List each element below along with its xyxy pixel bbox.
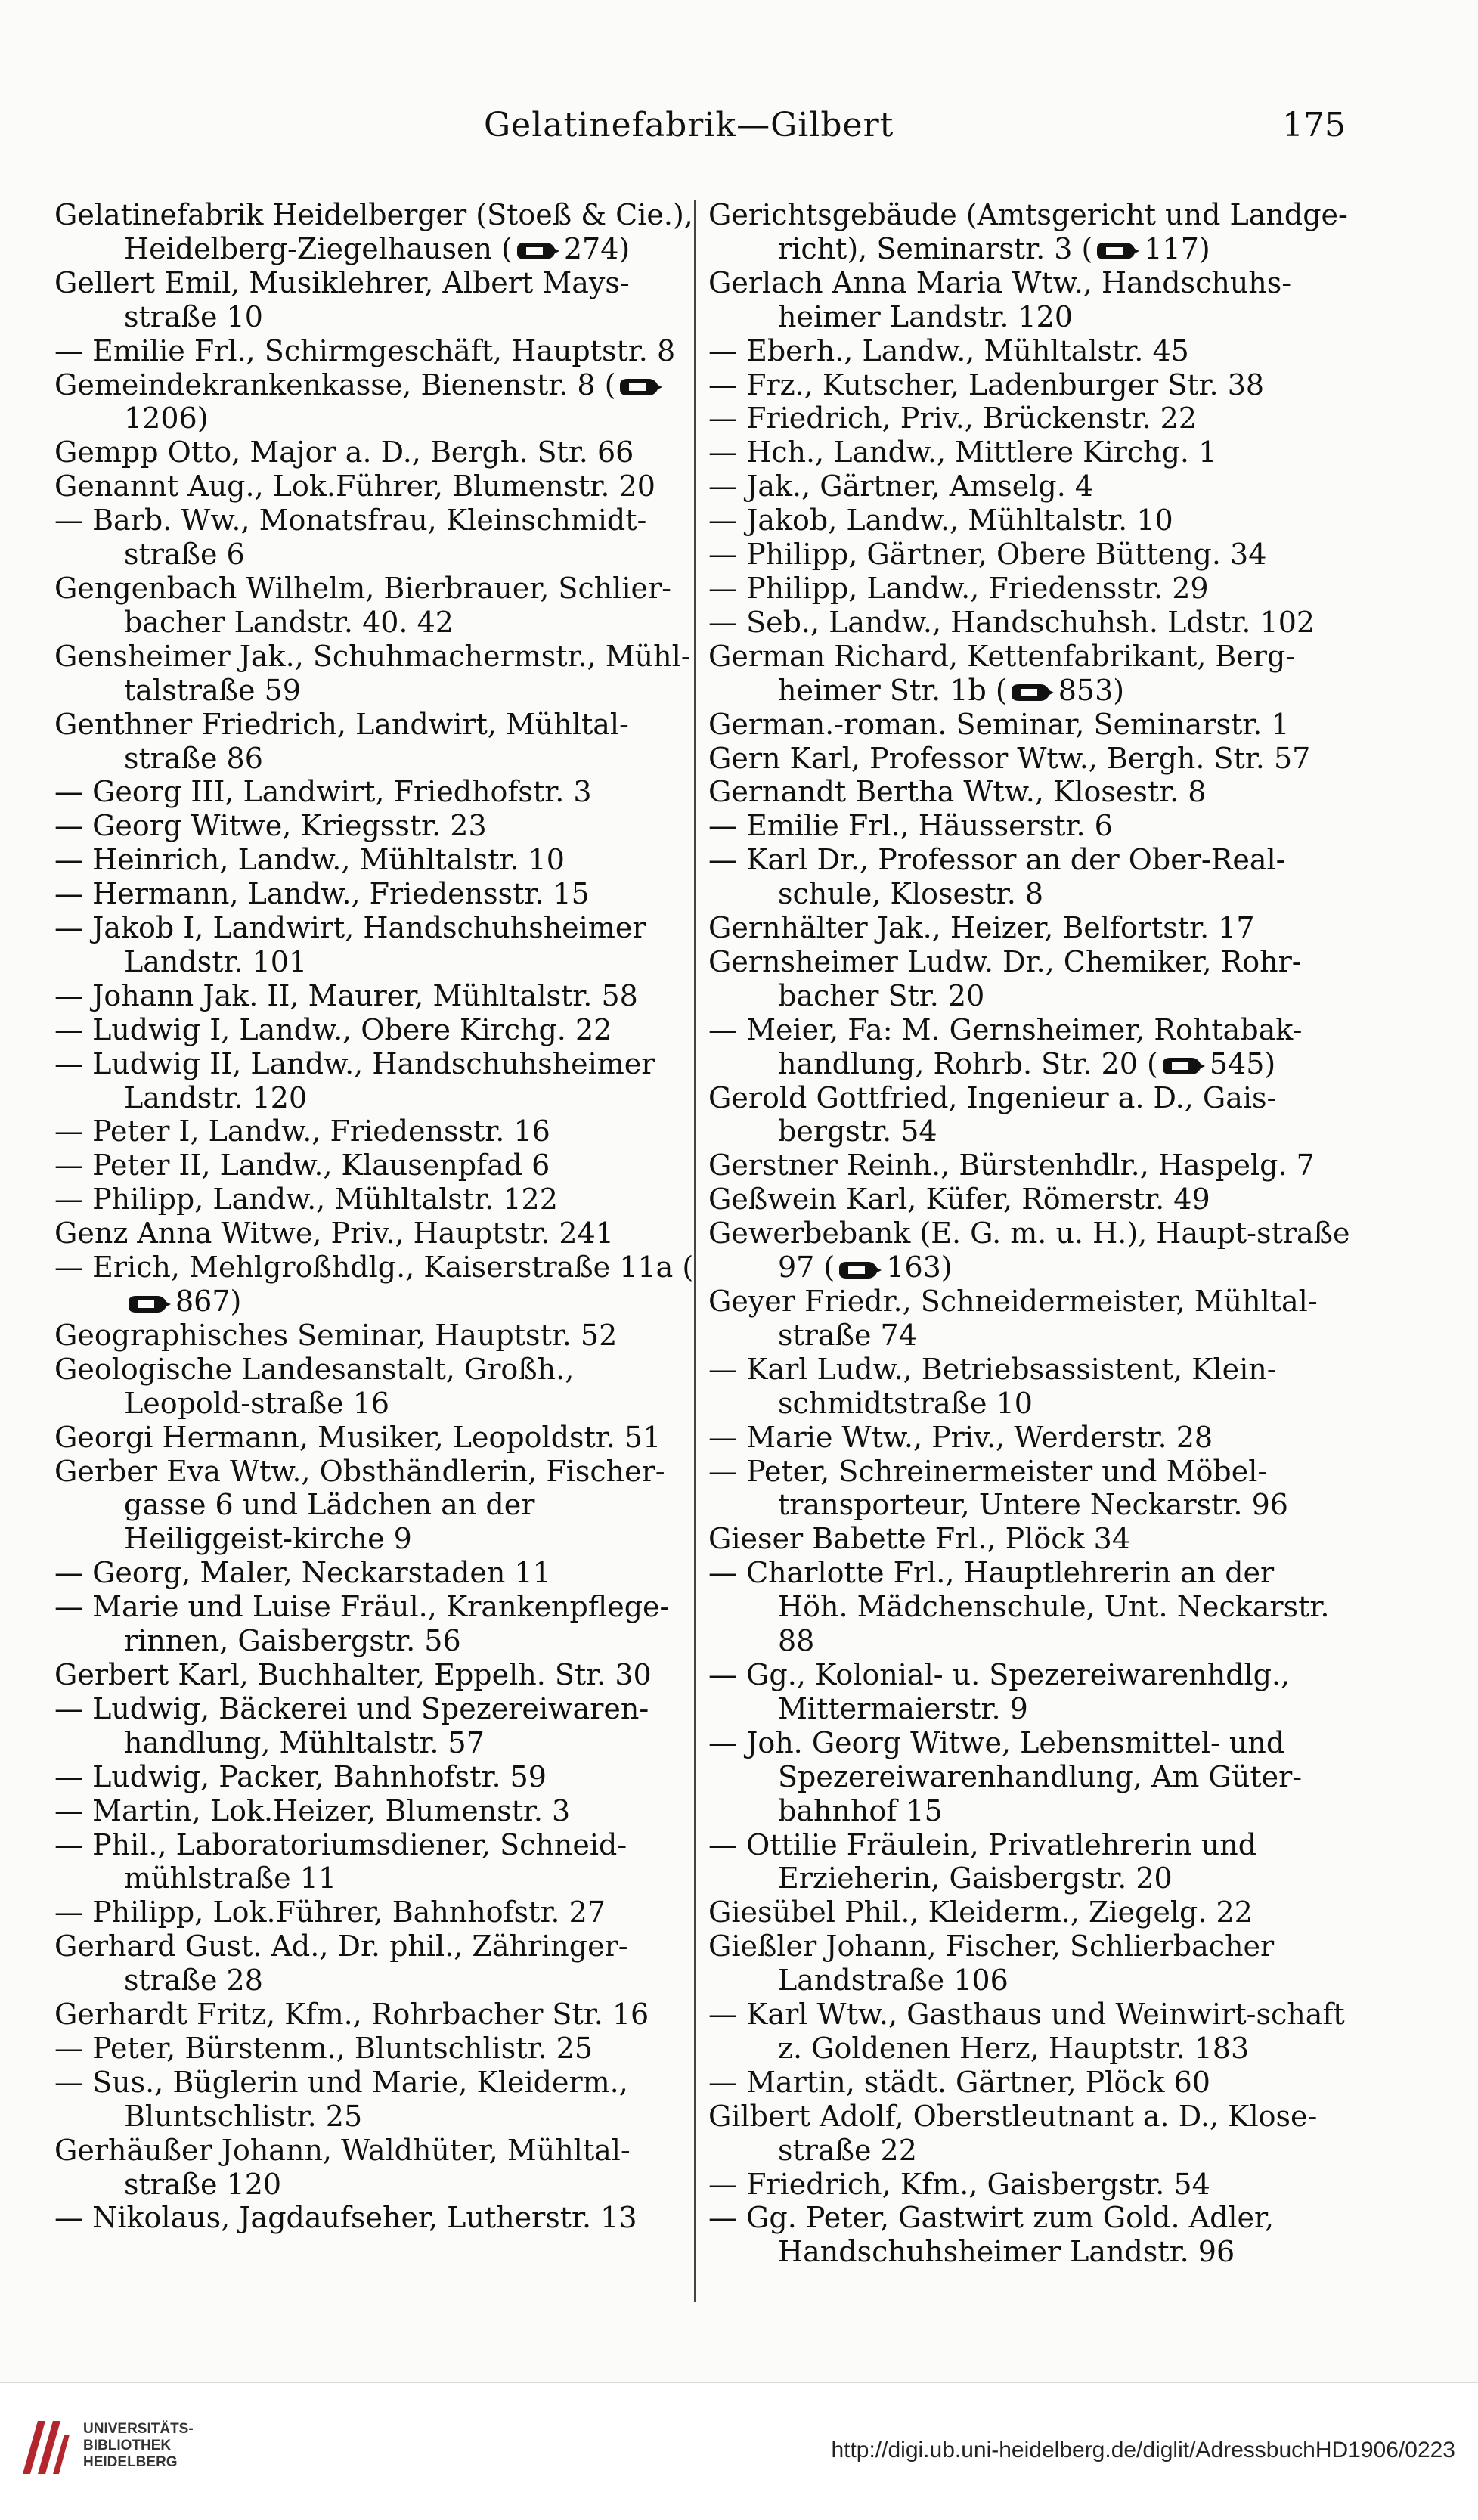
entry-text-closing: ) bbox=[1113, 673, 1125, 707]
phone-number: 274 bbox=[563, 231, 619, 265]
directory-entry bbox=[54, 911, 697, 979]
directory-entry bbox=[54, 1319, 697, 1353]
entry-text: Gerhardt Fritz, Kfm., Rohrbacher Str. 16 bbox=[54, 1998, 649, 2032]
digitization-footer bbox=[0, 2382, 1478, 2520]
library-name-line: UNIVERSITÄTS- bbox=[83, 2421, 194, 2437]
entry-text: — Barb. Ww., Monatsfrau, Kleinschmidt-straße 6 bbox=[54, 504, 647, 572]
entry-text: Gernsheimer Ludw. Dr., Chemiker, Rohr-bacher Str. 20 bbox=[708, 944, 1302, 1012]
directory-entry bbox=[54, 470, 697, 504]
directory-entry bbox=[708, 401, 1351, 435]
phone-number: 545 bbox=[1209, 1046, 1265, 1080]
entry-text: Geologische Landesanstalt, Großh., Leopold-straße 16 bbox=[54, 1352, 575, 1420]
directory-entry bbox=[708, 1148, 1351, 1183]
entry-text: — Friedrich, Kfm., Gaisbergstr. 54 bbox=[708, 2167, 1210, 2201]
telephone-hand-icon bbox=[516, 240, 561, 262]
entry-text: — Peter, Bürstenm., Bluntschlistr. 25 bbox=[54, 2031, 593, 2065]
directory-entry bbox=[54, 1455, 697, 1557]
directory-entry bbox=[708, 198, 1351, 266]
entry-text: — Frz., Kutscher, Ladenburger Str. 38 bbox=[708, 367, 1265, 401]
entry-text: — Heinrich, Landw., Mühltalstr. 10 bbox=[54, 843, 565, 877]
directory-entry bbox=[54, 1013, 697, 1047]
entry-text-closing: ) bbox=[197, 401, 209, 435]
left-column bbox=[54, 198, 697, 2235]
university-library-logo-icon bbox=[15, 2413, 76, 2481]
entry-text: — Karl Wtw., Gasthaus und Weinwirt-schaft z. Goldenen Herz, Hauptstr. 183 bbox=[708, 1998, 1345, 2065]
entry-text: — Marie Wtw., Priv., Werderstr. 28 bbox=[708, 1420, 1213, 1454]
directory-entry bbox=[54, 877, 697, 911]
telephone-hand-icon bbox=[127, 1293, 172, 1316]
phone-number: 1206 bbox=[124, 401, 197, 435]
directory-entry bbox=[708, 572, 1351, 606]
entry-text: — Ludwig II, Landw., Handschuhsheimer Landstr. 120 bbox=[54, 1046, 655, 1114]
entry-text: — Ludwig, Bäckerei und Spezereiwaren-handlung, Mühltalstr. 57 bbox=[54, 1691, 649, 1759]
entry-text: German.-roman. Seminar, Seminarstr. 1 bbox=[708, 707, 1290, 741]
directory-entry bbox=[708, 708, 1351, 742]
entry-text: — Joh. Georg Witwe, Lebensmittel- und Spezereiwarenhandlung, Am Güter-bahnhof 15 bbox=[708, 1725, 1303, 1827]
entry-text-closing: ) bbox=[618, 231, 631, 265]
entry-text: Gerber Eva Wtw., Obsthändlerin, Fischer-gasse 6 und Lädchen an der Heiliggeist-kirche 9 bbox=[54, 1454, 665, 1556]
entry-text: — Peter I, Landw., Friedensstr. 16 bbox=[54, 1114, 550, 1148]
directory-entry bbox=[54, 2032, 697, 2066]
directory-entry bbox=[54, 1047, 697, 1115]
directory-entry bbox=[708, 1828, 1351, 1896]
entry-text: Gießler Johann, Fischer, Schlierbacher Landstraße 106 bbox=[708, 1930, 1275, 1998]
entry-text: — Peter, Schreinermeister und Möbel-transporteur, Untere Neckarstr. 96 bbox=[708, 1454, 1288, 1522]
directory-entry bbox=[708, 334, 1351, 368]
directory-entry bbox=[54, 1658, 697, 1692]
directory-entry bbox=[708, 368, 1351, 402]
entry-text: — Georg Witwe, Kriegsstr. 23 bbox=[54, 809, 487, 843]
entry-text: — Hch., Landw., Mittlere Kirchg. 1 bbox=[708, 435, 1217, 470]
phone-number: 117 bbox=[1144, 231, 1199, 265]
entry-text: — Peter II, Landw., Klausenpfad 6 bbox=[54, 1148, 550, 1183]
entry-text-closing: ) bbox=[230, 1285, 242, 1318]
entry-text: — Erich, Mehlgroßhdlg., Kaiserstraße 11a ( bbox=[54, 1251, 694, 1285]
directory-entry bbox=[708, 843, 1351, 911]
source-url-link[interactable]: http://digi.ub.uni-heidelberg.de/diglit/AdressbuchHD1906/0223 bbox=[831, 2438, 1455, 2463]
directory-entry bbox=[708, 2168, 1351, 2202]
directory-entry bbox=[708, 911, 1351, 945]
telephone-hand-icon bbox=[1161, 1055, 1207, 1077]
directory-entry bbox=[54, 979, 697, 1013]
entry-text: — Meier, Fa: M. Gernsheimer, Rohtabak-handlung, Rohrb. Str. 20 ( bbox=[708, 1012, 1303, 1080]
directory-entry bbox=[54, 1114, 697, 1148]
directory-entry bbox=[54, 1421, 697, 1455]
entry-text: Geographisches Seminar, Hauptstr. 52 bbox=[54, 1318, 618, 1352]
entry-text: — Hermann, Landw., Friedensstr. 15 bbox=[54, 877, 590, 911]
directory-entry bbox=[708, 1353, 1351, 1421]
entry-text: Gernhälter Jak., Heizer, Belfortstr. 17 bbox=[708, 911, 1255, 945]
directory-entry bbox=[54, 2066, 697, 2134]
entry-text: — Ludwig, Packer, Bahnhofstr. 59 bbox=[54, 1759, 547, 1793]
directory-entry bbox=[708, 504, 1351, 538]
directory-entry bbox=[54, 2201, 697, 2235]
entry-text: — Philipp, Landw., Mühltalstr. 122 bbox=[54, 1183, 558, 1217]
entry-text: — Emilie Frl., Häusserstr. 6 bbox=[708, 809, 1113, 843]
directory-entry bbox=[708, 2066, 1351, 2100]
directory-entry bbox=[708, 945, 1351, 1013]
library-name-line: BIBLIOTHEK bbox=[83, 2438, 172, 2453]
phone-number: 867 bbox=[175, 1285, 231, 1318]
directory-entry bbox=[708, 640, 1351, 708]
entry-text: Gengenbach Wilhelm, Bierbrauer, Schlier-bacher Landstr. 40. 42 bbox=[54, 571, 671, 639]
directory-entry bbox=[54, 504, 697, 572]
directory-entry bbox=[54, 640, 697, 708]
directory-entry bbox=[54, 1828, 697, 1896]
entry-text-closing: ) bbox=[1264, 1046, 1276, 1080]
entry-text: Geyer Friedr., Schneidermeister, Mühltal-straße 74 bbox=[708, 1285, 1318, 1352]
directory-entry bbox=[54, 1760, 697, 1794]
right-column bbox=[708, 198, 1351, 2269]
entry-text: Gernandt Bertha Wtw., Klosestr. 8 bbox=[708, 775, 1207, 809]
directory-entry bbox=[54, 1148, 697, 1183]
telephone-hand-icon bbox=[1010, 681, 1055, 704]
entry-text: Genthner Friedrich, Landwirt, Mühltal-straße 86 bbox=[54, 707, 629, 775]
directory-entry bbox=[708, 1658, 1351, 1726]
directory-entry bbox=[708, 2201, 1351, 2269]
entry-text: — Gg. Peter, Gastwirt zum Gold. Adler, Handschuhsheimer Landstr. 96 bbox=[708, 2201, 1275, 2269]
phone-number: 853 bbox=[1058, 673, 1114, 707]
entry-text: — Emilie Frl., Schirmgeschäft, Hauptstr. 8 bbox=[54, 333, 676, 367]
directory-entry bbox=[708, 1556, 1351, 1658]
entry-text: — Seb., Landw., Handschuhsh. Ldstr. 102 bbox=[708, 605, 1315, 639]
library-name-line: HEIDELBERG bbox=[83, 2454, 178, 2470]
entry-text: — Karl Ludw., Betriebsassistent, Klein-schmidtstraße 10 bbox=[708, 1352, 1277, 1420]
directory-entry bbox=[54, 1556, 697, 1590]
entry-text: — Martin, städt. Gärtner, Plöck 60 bbox=[708, 2065, 1210, 2099]
entry-text: Genz Anna Witwe, Priv., Hauptstr. 241 bbox=[54, 1217, 614, 1251]
directory-entry bbox=[54, 1353, 697, 1421]
directory-entry bbox=[54, 334, 697, 368]
directory-entry bbox=[54, 1590, 697, 1658]
directory-entry bbox=[708, 435, 1351, 470]
directory-entry bbox=[54, 1930, 697, 1998]
entry-text: Gemeindekrankenkasse, Bienenstr. 8 ( bbox=[54, 367, 616, 401]
entry-text: Giesübel Phil., Kleiderm., Ziegelg. 22 bbox=[708, 1895, 1253, 1930]
entry-text: — Friedrich, Priv., Brückenstr. 22 bbox=[708, 401, 1197, 435]
entry-text: — Charlotte Frl., Hauptlehrerin an der Höh. Mädchenschule, Unt. Neckarstr. 88 bbox=[708, 1556, 1330, 1658]
entry-text: Geßwein Karl, Küfer, Römerstr. 49 bbox=[708, 1183, 1210, 1217]
page-number: 175 bbox=[1282, 106, 1346, 144]
directory-entry bbox=[54, 708, 697, 776]
directory-entry bbox=[54, 368, 697, 436]
directory-entry bbox=[708, 1895, 1351, 1930]
directory-entry bbox=[54, 775, 697, 809]
directory-entry bbox=[708, 742, 1351, 776]
directory-entry bbox=[708, 1183, 1351, 1217]
directory-entry bbox=[54, 1692, 697, 1760]
directory-entry bbox=[54, 809, 697, 843]
directory-entry bbox=[54, 2134, 697, 2202]
directory-entry bbox=[708, 1998, 1351, 2066]
directory-entry bbox=[54, 572, 697, 640]
entry-text: — Jakob, Landw., Mühltalstr. 10 bbox=[708, 504, 1173, 538]
entry-text: Gerhäußer Johann, Waldhüter, Mühltal-straße 120 bbox=[54, 2133, 631, 2201]
directory-entry bbox=[708, 775, 1351, 809]
directory-entry bbox=[54, 1251, 697, 1319]
entry-text: Gerold Gottfried, Ingenieur a. D., Gais-bergstr. 54 bbox=[708, 1080, 1277, 1148]
entry-text: — Georg III, Landwirt, Friedhofstr. 3 bbox=[54, 775, 592, 809]
telephone-hand-icon bbox=[838, 1259, 883, 1282]
directory-entry bbox=[708, 1455, 1351, 1523]
entry-text: — Eberh., Landw., Mühltalstr. 45 bbox=[708, 333, 1189, 367]
directory-entry bbox=[54, 1794, 697, 1828]
directory-entry bbox=[708, 1421, 1351, 1455]
entry-text: Gerbert Karl, Buchhalter, Eppelh. Str. 30 bbox=[54, 1657, 652, 1691]
entry-text: — Jakob I, Landwirt, Handschuhsheimer Landstr. 101 bbox=[54, 911, 646, 978]
entry-text: Genannt Aug., Lok.Führer, Blumenstr. 20 bbox=[54, 470, 655, 504]
directory-entry bbox=[708, 606, 1351, 640]
directory-entry bbox=[708, 1081, 1351, 1149]
entry-text: — Martin, Lok.Heizer, Blumenstr. 3 bbox=[54, 1793, 571, 1827]
directory-entry bbox=[708, 1013, 1351, 1081]
entry-text: Gewerbebank (E. G. m. u. H.), Haupt-straße 97 ( bbox=[708, 1217, 1350, 1285]
entry-text: Gempp Otto, Major a. D., Bergh. Str. 66 bbox=[54, 435, 634, 470]
entry-text: — Sus., Büglerin und Marie, Kleiderm., Bluntschlistr. 25 bbox=[54, 2065, 628, 2133]
entry-text-closing: ) bbox=[1198, 231, 1210, 265]
entry-text: — Jak., Gärtner, Amselg. 4 bbox=[708, 470, 1094, 504]
directory-entry bbox=[54, 1217, 697, 1251]
entry-text: — Phil., Laboratoriumsdiener, Schneid-mühlstraße 11 bbox=[54, 1827, 627, 1895]
directory-entry bbox=[708, 2100, 1351, 2168]
entry-text: Gerlach Anna Maria Wtw., Handschuhs-heimer Landstr. 120 bbox=[708, 265, 1292, 333]
entry-text: Gerstner Reinh., Bürstenhdlr., Haspelg. 7 bbox=[708, 1148, 1315, 1183]
entry-text: — Ludwig I, Landw., Obere Kirchg. 22 bbox=[54, 1012, 612, 1046]
entry-text: — Georg, Maler, Neckarstaden 11 bbox=[54, 1556, 551, 1590]
entry-text: — Johann Jak. II, Maurer, Mühltalstr. 58 bbox=[54, 978, 638, 1012]
directory-entry bbox=[708, 1726, 1351, 1828]
entry-text: — Philipp, Gärtner, Obere Bütteng. 34 bbox=[708, 538, 1267, 572]
entry-text: — Philipp, Lok.Führer, Bahnhofstr. 27 bbox=[54, 1895, 606, 1930]
entry-text: Gelatinefabrik Heidelberger (Stoeß & Cie.), Heidelberg-Ziegelhausen ( bbox=[54, 198, 693, 265]
entry-text: — Philipp, Landw., Friedensstr. 29 bbox=[708, 571, 1209, 605]
entry-text: — Nikolaus, Jagdaufseher, Lutherstr. 13 bbox=[54, 2201, 637, 2235]
directory-entry bbox=[708, 1217, 1351, 1285]
entry-text: Gensheimer Jak., Schuhmachermstr., Mühl-talstraße 59 bbox=[54, 639, 691, 707]
running-title: Gelatinefabrik—Gilbert bbox=[484, 106, 894, 144]
directory-entry bbox=[708, 1930, 1351, 1998]
entry-text: Gerichtsgebäude (Amtsgericht und Landge-richt), Seminarstr. 3 ( bbox=[708, 198, 1348, 265]
telephone-hand-icon bbox=[618, 376, 664, 398]
directory-entry bbox=[54, 1895, 697, 1930]
column-divider bbox=[694, 200, 696, 2302]
entry-text: German Richard, Kettenfabrikant, Berg-heimer Str. 1b ( bbox=[708, 639, 1296, 707]
entry-text-closing: ) bbox=[940, 1251, 953, 1285]
phone-number: 163 bbox=[886, 1251, 941, 1285]
entry-text: Gilbert Adolf, Oberstleutnant a. D., Klose-straße 22 bbox=[708, 2099, 1318, 2167]
entry-text: — Gg., Kolonial- u. Spezereiwarenhdlg., Mittermaierstr. 9 bbox=[708, 1657, 1291, 1725]
telephone-hand-icon bbox=[1095, 240, 1141, 262]
directory-entry bbox=[54, 1998, 697, 2032]
directory-entry bbox=[708, 809, 1351, 843]
page-header bbox=[484, 106, 1346, 159]
directory-entry bbox=[54, 266, 697, 334]
directory-entry bbox=[54, 1183, 697, 1217]
directory-entry bbox=[708, 1285, 1351, 1353]
entry-text: Gieser Babette Frl., Plöck 34 bbox=[708, 1522, 1130, 1556]
directory-entry bbox=[708, 538, 1351, 572]
directory-entry bbox=[54, 198, 697, 266]
directory-entry bbox=[54, 843, 697, 877]
entry-text: Gellert Emil, Musiklehrer, Albert Mays-straße 10 bbox=[54, 265, 630, 333]
entry-text: Gern Karl, Professor Wtw., Bergh. Str. 57 bbox=[708, 741, 1311, 775]
library-name bbox=[83, 2421, 194, 2471]
entry-text: — Karl Dr., Professor an der Ober-Real-schule, Klosestr. 8 bbox=[708, 843, 1286, 911]
directory-entry bbox=[708, 470, 1351, 504]
entry-text: — Ottilie Fräulein, Privatlehrerin und Erzieherin, Gaisbergstr. 20 bbox=[708, 1827, 1257, 1895]
entry-text: Gerhard Gust. Ad., Dr. phil., Zähringer-straße 28 bbox=[54, 1930, 628, 1998]
entry-text: — Marie und Luise Fräul., Krankenpflege-rinnen, Gaisbergstr. 56 bbox=[54, 1590, 670, 1658]
directory-entry bbox=[54, 435, 697, 470]
entry-text: Georgi Hermann, Musiker, Leopoldstr. 51 bbox=[54, 1420, 662, 1454]
directory-entry bbox=[708, 266, 1351, 334]
directory-entry bbox=[708, 1522, 1351, 1556]
